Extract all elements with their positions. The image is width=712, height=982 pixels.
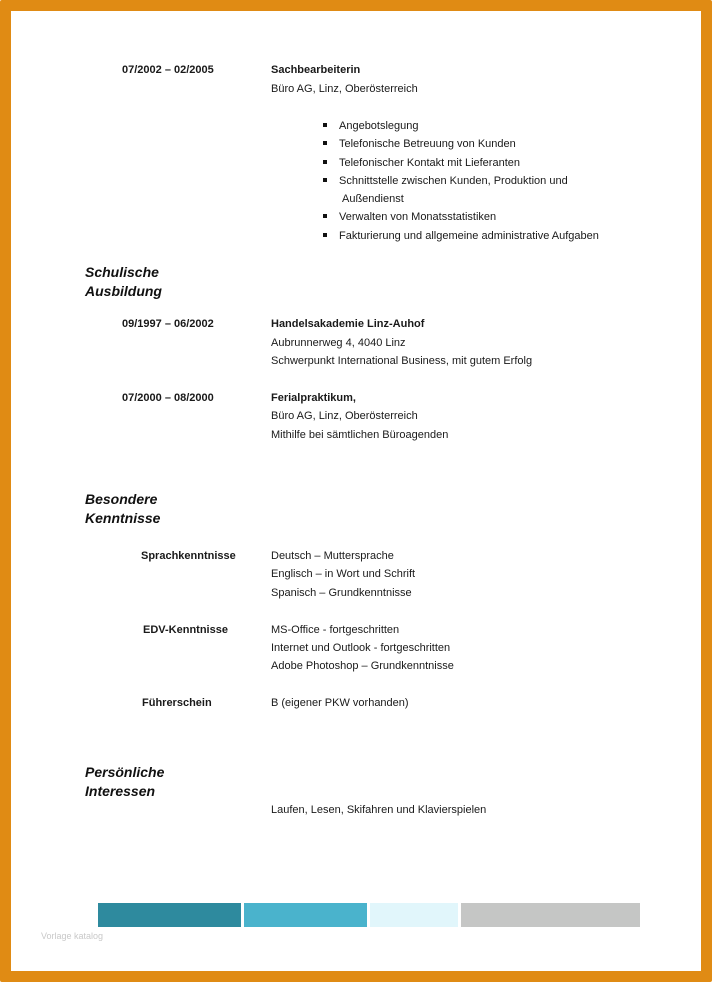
languages-label: Sprachkenntnisse bbox=[141, 550, 236, 562]
section-heading-education: Schulische Ausbildung bbox=[85, 264, 162, 299]
list-item: Schnittstelle zwischen Kunden, Produktion und Außendienst bbox=[323, 172, 599, 209]
job-title: Sachbearbeiterin bbox=[271, 64, 361, 76]
job-date: 07/2002 – 02/2005 bbox=[122, 64, 214, 76]
it-skill-item: Adobe Photoshop – Grundkenntnisse bbox=[271, 660, 454, 672]
language-item: Spanisch – Grundkenntnisse bbox=[271, 587, 412, 599]
education-title-1: Handelsakademie Linz-Auhof bbox=[271, 318, 425, 330]
job-employer: Büro AG, Linz, Oberösterreich bbox=[271, 83, 418, 95]
license-label: Führerschein bbox=[142, 697, 212, 709]
education-date-2: 07/2000 – 08/2000 bbox=[122, 392, 214, 404]
interests-text: Laufen, Lesen, Skifahren und Klavierspielen bbox=[271, 804, 487, 816]
it-skill-item: MS-Office - fortgeschritten bbox=[271, 624, 400, 636]
education-line-1b: Schwerpunkt International Business, mit gutem Erfolg bbox=[271, 355, 533, 367]
education-line-2b: Mithilfe bei sämtlichen Büroagenden bbox=[271, 429, 449, 441]
job-task-list bbox=[323, 117, 599, 245]
education-line-1a: Aubrunnerweg 4, 4040 Linz bbox=[271, 337, 406, 349]
section-heading-skills: Besondere Kenntnisse bbox=[85, 491, 161, 526]
list-item: Fakturierung und allgemeine administrative Aufgaben bbox=[323, 227, 599, 245]
list-item: Angebotslegung bbox=[323, 117, 599, 135]
list-item: Telefonischer Kontakt mit Lieferanten bbox=[323, 154, 599, 172]
list-item: Telefonische Betreuung von Kunden bbox=[323, 135, 599, 153]
language-item: Deutsch – Muttersprache bbox=[271, 550, 394, 562]
footer-color-bar-4 bbox=[461, 903, 640, 927]
list-item: Verwalten von Monatsstatistiken bbox=[323, 208, 599, 226]
watermark: Vorlage katalog bbox=[41, 931, 104, 941]
footer-color-bar-1 bbox=[98, 903, 241, 927]
footer-color-bar-2 bbox=[244, 903, 367, 927]
language-item: Englisch – in Wort und Schrift bbox=[271, 568, 416, 580]
it-skills-label: EDV-Kenntnisse bbox=[143, 624, 228, 636]
footer-color-bar-3 bbox=[370, 903, 458, 927]
it-skill-item: Internet und Outlook - fortgeschritten bbox=[271, 642, 451, 654]
license-value: B (eigener PKW vorhanden) bbox=[271, 697, 409, 709]
education-line-2a: Büro AG, Linz, Oberösterreich bbox=[271, 410, 418, 422]
section-heading-interests: Persönliche Interessen bbox=[85, 764, 165, 799]
education-date-1: 09/1997 – 06/2002 bbox=[122, 318, 214, 330]
education-title-2: Ferialpraktikum, bbox=[271, 392, 356, 404]
